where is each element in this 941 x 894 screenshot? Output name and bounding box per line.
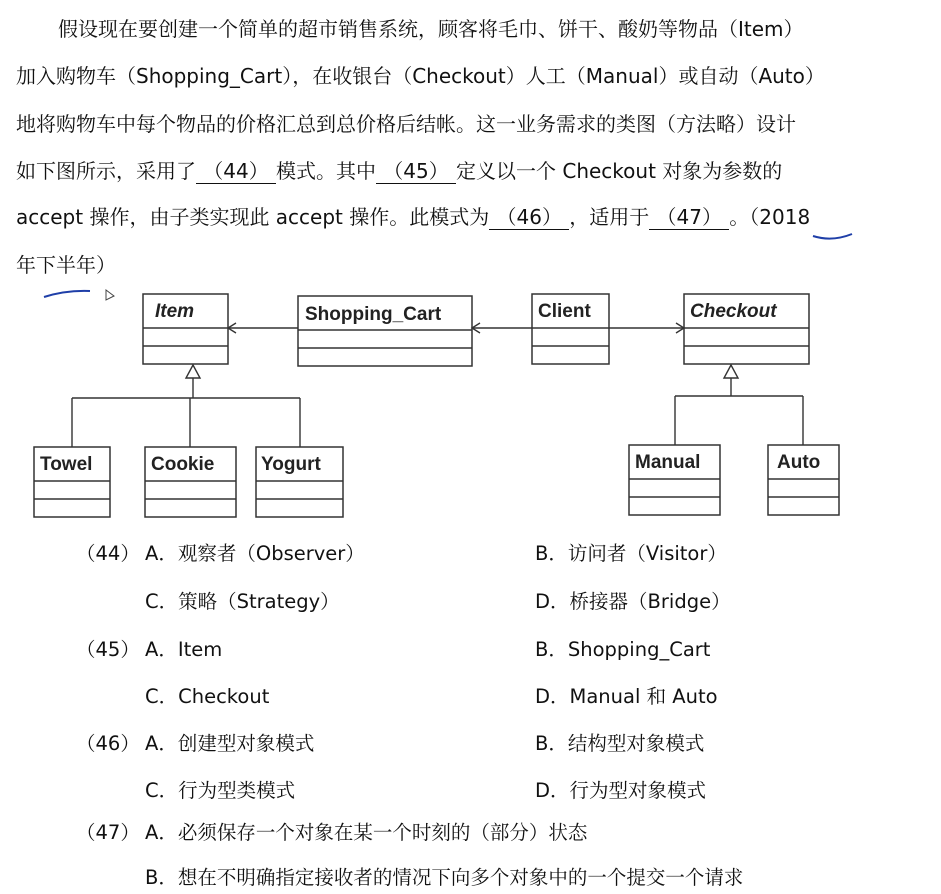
class-yogurt-name: Yogurt [261,454,321,475]
blank-45: （45） [376,159,456,184]
q47-option-a: A．必须保存一个对象在某一个时刻的（部分）状态 [145,821,588,844]
q45-option-b: B．Shopping_Cart [535,638,711,661]
cursor-icon [106,290,114,300]
class-client-name: Client [538,301,591,322]
q46-number: （46） [76,732,140,755]
line4-mid: 模式。其中 [276,159,376,183]
q45-option-c: C．Checkout [145,685,270,708]
class-towel-name: Towel [40,454,93,475]
blank-46: （46） [489,205,569,230]
class-auto-name: Auto [777,452,821,473]
line4-post: 定义以一个 Checkout 对象为参数的 [456,159,783,183]
q46-option-d: D．行为型对象模式 [535,779,707,802]
q44-option-c: C．策略（Strategy） [145,590,340,613]
blank-44: （44） [196,159,276,184]
q47-number: （47） [76,821,140,844]
q47-option-b: B．想在不明确指定接收者的情况下向多个对象中的一个提交一个请求 [145,866,744,889]
blank-47: （47） [649,205,729,230]
inheritance-triangle-checkout [724,365,738,378]
class-cookie-name: Cookie [151,454,215,475]
q46-option-c: C．行为型类模式 [145,779,296,802]
question-line-3: 地将购物车中每个物品的价格汇总到总价格后结帐。这一业务需求的类图（方法略）设计 [16,112,796,136]
question-line-2: 加入购物车（Shopping_Cart），在收银台（Checkout）人工（Manual）或自动（Auto） [16,64,825,88]
inheritance-triangle-item [186,365,200,378]
q46-option-a: A．创建型对象模式 [145,732,315,755]
question-line-1: 假设现在要创建一个简单的超市销售系统，顾客将毛巾、饼干、酸奶等物品（Item） [58,17,804,41]
q44-option-a: A．观察者（Observer） [145,542,365,565]
line4-pre: 如下图所示，采用了 [16,159,196,183]
q44-option-b: B．访问者（Visitor） [535,542,727,565]
class-manual-name: Manual [635,452,701,473]
q44-option-d: D．桥接器（Bridge） [535,590,731,613]
question-line-6: 年下半年） [16,253,116,277]
line5-mid: ，适用于 [569,205,650,229]
q45-option-d: D．Manual 和 Auto [535,685,718,708]
q45-option-a: A．Item [145,638,223,661]
annotation-underline-year [44,291,90,297]
q46-option-b: B．结构型对象模式 [535,732,705,755]
class-shopping-cart-name: Shopping_Cart [305,304,442,325]
line5-pre: accept 操作，由子类实现此 accept 操作。此模式为 [16,205,490,229]
class-item-name: Item [155,301,195,322]
q44-number: （44） [76,542,140,565]
class-checkout-name: Checkout [690,301,777,322]
annotation-underline-2018 [813,234,852,239]
line5-post: 。（2018 [729,205,811,229]
q45-number: （45） [76,638,140,661]
